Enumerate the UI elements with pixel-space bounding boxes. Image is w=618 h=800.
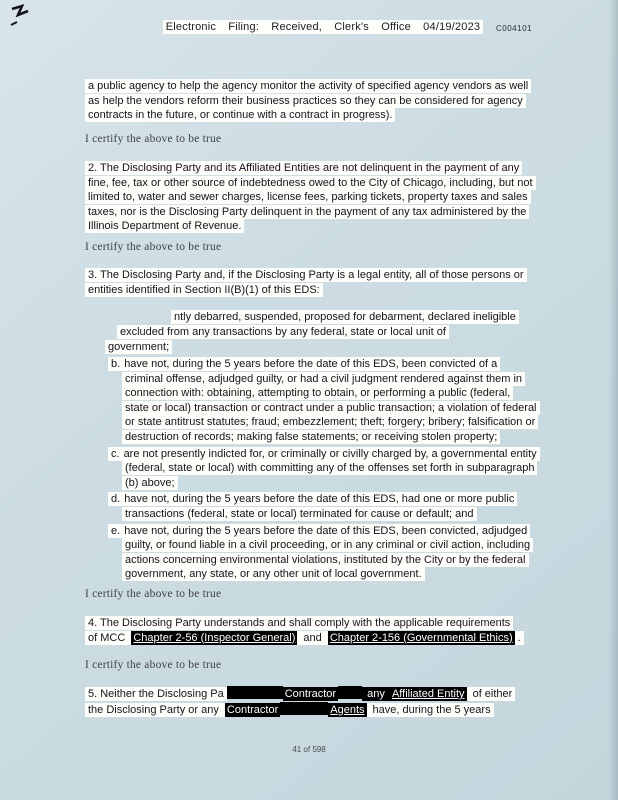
- item-a-line1: ntly debarred, suspended, proposed for debarment, declared ineligible: [171, 310, 519, 324]
- certify-statement-2: I certify the above to be true: [85, 241, 222, 253]
- item-d-label: d.: [111, 493, 121, 506]
- section4-line1: 4. The Disclosing Party understands and shall comply with the applicable requirements: [85, 616, 513, 630]
- page-number: 41 of 598: [292, 745, 326, 754]
- filing-stamp-text: Electronic Filing: Received, Clerk's Office 04/19/2023: [163, 20, 484, 34]
- item-d-text: have not, during the 5 years before the date of this EDS, had one or more public transactions (federal, state or local) terminated for cause or default; and: [124, 493, 515, 520]
- link-chapter-2-56-inspector-general[interactable]: Chapter 2-56 (Inspector General): [133, 631, 296, 644]
- section5-line1: [85, 686, 537, 702]
- item-b-text: have not, during the 5 years before the date of this EDS, been convicted of a criminal offense, adjudged guilty, or had a civil judgment rendered against them in connection with: obtaining, attempting to obtain, or performing a public (federal, state or local) transaction or contract under a public transaction; a violation of federal or state antitrust statutes; fraud; embezzlement; theft; forgery; bribery; falsification or destruction of records; making false statements; or receiving stolen property;: [124, 357, 537, 443]
- redacted-word-contractor-2: Contractor: [226, 703, 279, 716]
- paragraph-section5: [85, 686, 537, 717]
- document-code: C004101: [496, 24, 532, 33]
- section4-line2-suffix: .: [515, 631, 524, 645]
- paragraph-section3-intro: [85, 268, 537, 297]
- certify-statement-3: I certify the above to be true: [85, 588, 222, 600]
- redacted-word-contractor-1: Contractor: [284, 688, 337, 700]
- paragraph-section2-text: 2. The Disclosing Party and its Affiliated Entities are not delinquent in the payment of any fine, fee, tax or other source of indebtedness owed to the City of Chicago, including, but not limited to, water and sewer charges, license fees, parking tickets, property taxes and sales taxes, nor is the Disclosing Party delinquent in the payment of any tax administered by the Illinois Department of Revenue.: [85, 161, 536, 233]
- redaction-box-3: [280, 702, 328, 715]
- list-item-c: [95, 447, 537, 491]
- redaction-box-1: [227, 686, 283, 699]
- list-item-d: [95, 492, 537, 521]
- certify-statement-4: I certify the above to be true: [85, 659, 222, 671]
- item-c-text: are not presently indicted for, or criminally or civilly charged by, a governmental entity (federal, state or local) with committing any of the offenses set forth in subparagraph (b) above;: [123, 447, 537, 489]
- item-a-line2: excluded from any transactions by any federal, state or local unit of: [117, 325, 449, 339]
- section4-line2-prefix: of MCC: [85, 631, 131, 645]
- section5-line2-end: have, during the 5 years: [367, 703, 494, 717]
- item-a-line3: government;: [105, 340, 172, 354]
- section5-line2-start: the Disclosing Party or any: [85, 703, 225, 717]
- paragraph-intro-text: a public agency to help the agency monitor the activity of specified agency vendors as well as help the vendors reform their business practices so they can be considered for agency contracts in the future, or continue with a contract in progress).: [85, 79, 531, 122]
- item-c-label: c.: [111, 447, 120, 460]
- paragraph-intro: [85, 79, 537, 123]
- paragraph-section2: [85, 161, 537, 234]
- section5-line1-end: of either: [467, 687, 516, 701]
- link-agents[interactable]: Agents: [330, 703, 365, 716]
- redacted-word-any: any: [364, 688, 388, 700]
- section5-line1-start: 5. Neither the Disclosing Pa: [85, 687, 227, 701]
- paragraph-section4: [85, 616, 537, 645]
- list-item-e: [95, 524, 537, 582]
- item-e-text: have not, during the 5 years before the date of this EDS, been convicted, adjudged guilty, or found liable in a civil proceeding, or in any criminal or civil action, including actions concerning environmental violations, instituted by the City or by the federal government, any state, or any other unit of local government.: [124, 524, 531, 581]
- section4-line2-mid: and: [297, 631, 327, 645]
- certify-statement-1: I certify the above to be true: [85, 133, 222, 145]
- paragraph-section3-intro-text: 3. The Disclosing Party and, if the Disclosing Party is a legal entity, all of those persons or entities identified in Section II(B)(1) of this EDS:: [85, 268, 527, 297]
- redaction-box-2: [338, 686, 362, 699]
- item-e-label: e.: [111, 524, 121, 537]
- list-item-b: [95, 357, 537, 445]
- link-chapter-2-156-governmental-ethics[interactable]: Chapter 2-156 (Governmental Ethics): [329, 631, 513, 644]
- link-affiliated-entity[interactable]: Affiliated Entity: [391, 688, 465, 700]
- section3-list: [85, 310, 537, 582]
- section3-block: [85, 268, 537, 582]
- item-b-label: b.: [111, 357, 121, 370]
- list-item-a: [95, 310, 537, 355]
- section5-line2: [85, 702, 537, 718]
